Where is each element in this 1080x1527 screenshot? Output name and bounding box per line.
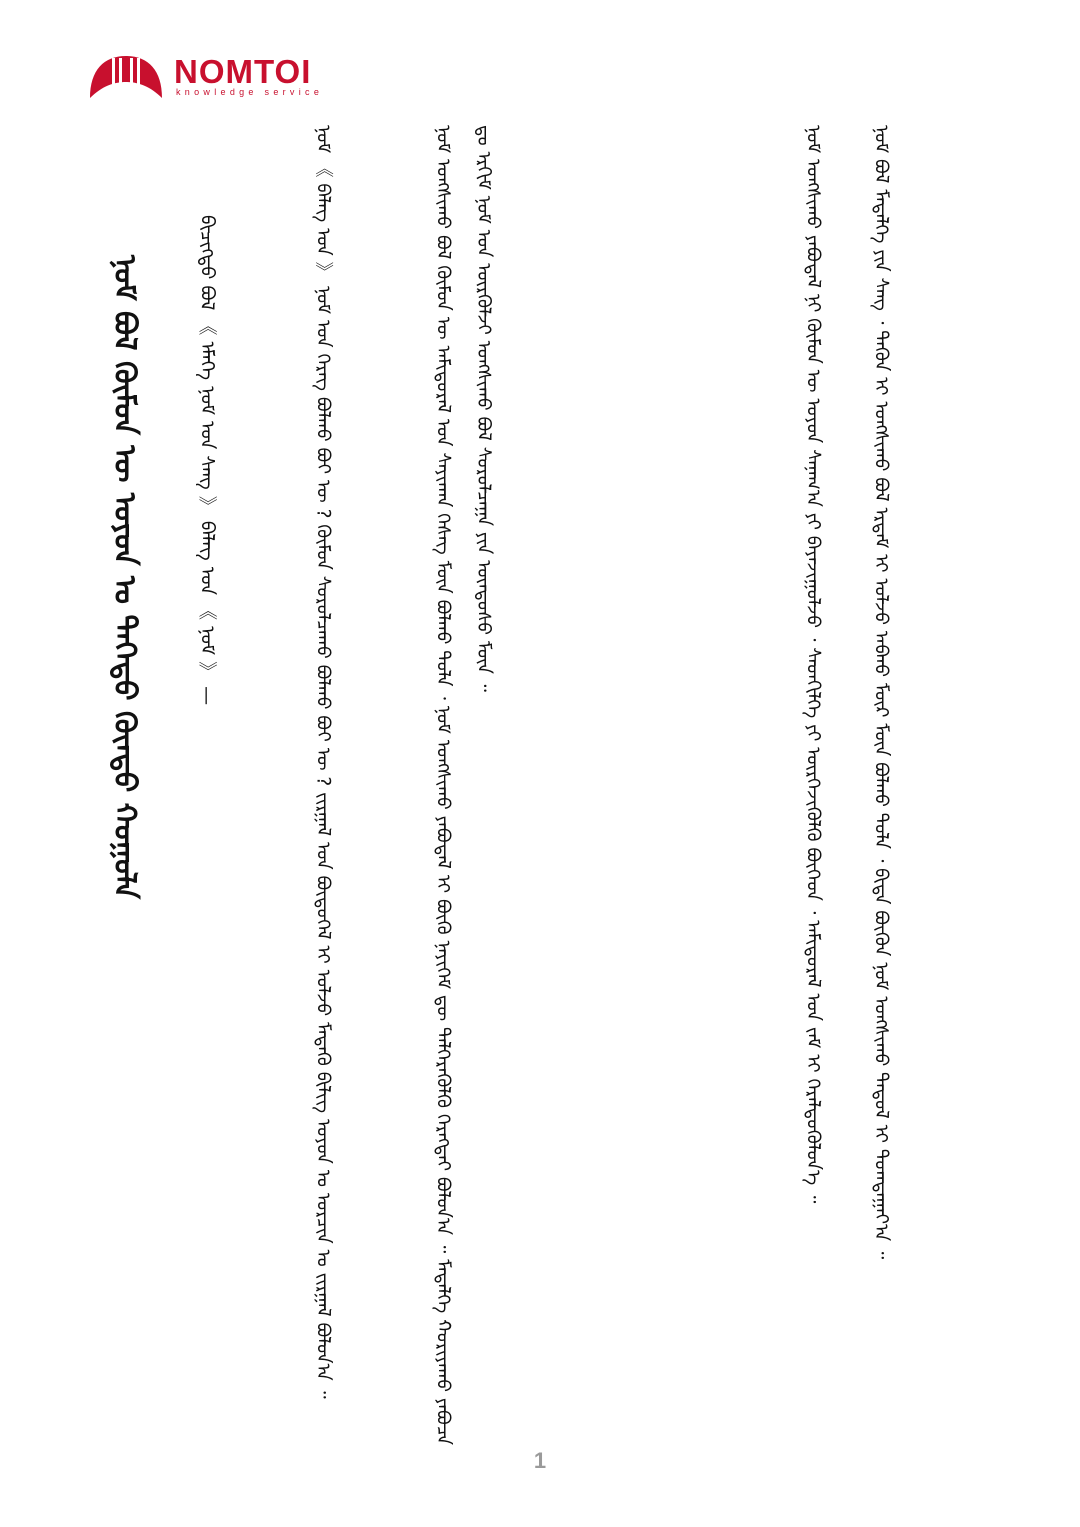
brand-logo: [88, 52, 368, 104]
nomtoi-logo-icon: [88, 52, 164, 102]
paragraph-1: ᠨᠣᠮ 《 ᠪᠡᠯᠡᠭ ᠤᠨ 》 ᠨᠣᠮ ᠤᠨ ᠬᠡᠷᠡᠭ ᠪᠣᠯᠬᠤ ᠪᠣᠢ ᠦ ? ᠬᠦᠮᠦᠨ ᠰᠤᠷᠤᠯᠴᠠᠬᠤ ᠪᠣᠯᠬᠤ ᠪᠣᠢ ᠦ ? ᠵᠢᠷᠭᠠᠯ ᠤᠨ ᠪᠦᠲᠦᠭᠡᠯ ᠢ ᠣᠯᠵᠤ ᠮᠡᠳᠡᠬᠦ ᠪᠢᠯᠢᠭ ᠣᠶᠤᠨ ᠤ ᠣᠷᠴᠢᠨ ᠤ ᠵᠢᠷᠭᠠᠯ ᠪᠣᠯᠤᠨ᠎ᠠ ᠃: [312, 125, 334, 1399]
document-page: [92, 125, 972, 1445]
brand-tagline: knowledge service: [176, 87, 324, 97]
page-number: 1: [533, 1448, 547, 1473]
document-title: ᠨᠣᠮ ᠪᠣᠯ ᠬᠦᠮᠦᠨ ᠦ ᠤᠶᠤᠨ ᠤ ᠳᠡᠭᠡᠳᠦ ᠬᠦᠨᠳᠦ ᠬᠣᠭᠣᠯᠠ: [107, 255, 142, 900]
brand-name: NOMTOI: [174, 53, 312, 90]
paragraph-2: ᠨᠣᠮ ᠤᠩᠰᠢᠬᠤ ᠪᠣᠯ ᠬᠦᠮᠦᠨ ᠦ ᠠᠮᠢᠳᠤᠷᠠᠯ ᠤᠨ ᠰᠠᠶᠢᠬᠠᠨ ᠬᠡᠰᠡᠭ ᠮᠥᠨ ᠪᠣᠯᠬᠤ ᠲᠤᠯᠠ ᠂ ᠨᠣᠮ ᠤᠩᠰᠢᠬᠤ ᠶᠠᠪᠤᠳᠠᠯ ᠢ ᠪᠦᠬᠦ ᠨᠡᠶᠢᠭᠡᠮ ᠳᠦ ᠳᠡᠯᠭᠡᠷᠡᠭᠦᠯᠬᠦ ᠬᠡᠷᠡᠭᠲᠡᠢ ᠪᠣᠯᠤᠨ᠎ᠠ ᠃ ᠮᠡᠳᠡᠯᠭᠡ ᠬᠤᠷᠢᠶᠠᠬᠤ ᠶᠠᠪᠤᠴᠠ ᠳᠤ ᠡᠷᠬᠢᠮ ᠨᠣᠮ ᠤᠨ ᠦᠷᠭᠦᠯᠵᠢ ᠤᠩᠰᠢᠬᠤ ᠪᠣᠯ ᠰᠤᠷᠤᠯᠴᠠᠭᠠ ᠶᠢᠨ ᠦᠨᠳᠦᠰᠦ ᠮᠥᠨ ᠃: [432, 125, 494, 1445]
paragraph-3: ᠨᠣᠮ ᠤᠩᠰᠢᠬᠤ ᠶᠠᠪᠤᠳᠠᠯ ᠨᠢ ᠬᠦᠮᠦᠨ ᠦ ᠤᠶᠤᠨ ᠰᠠᠨᠠᠭ᠎ᠠ ᠶᠢ ᠪᠠᠶᠠᠵᠢᠭᠤᠯᠵᠤ ᠂ ᠰᠡᠳᠬᠢᠯᠭᠡ ᠶᠢ ᠥᠷᠭᠡᠵᠢᠭᠦᠯᠬᠦ ᠪᠦᠭᠡᠳ ᠂ ᠠᠮᠢᠳᠤᠷᠠᠯ ᠤᠨ ᠵᠠᠮ ᠢ ᠭᠡᠷᠡᠯᠲᠦᠭᠦᠯᠦᠨ᠎ᠡ ᠃: [802, 125, 824, 1204]
paragraph-4: ᠨᠣᠮ ᠪᠣᠯ ᠮᠡᠳᠡᠯᠭᠡ ᠶᠢᠨ ᠰᠠᠩ ᠂ ᠲᠡᠭᠦᠨ ᠢ ᠤᠩᠰᠢᠬᠤ ᠪᠣᠯ ᠡᠷᠳᠡᠮ ᠢ ᠣᠯᠵᠤ ᠠᠪᠬᠤ ᠮᠥᠷ ᠮᠥᠨ ᠪᠣᠯᠬᠤ ᠲᠤᠯᠠ ᠂ ᠪᠢᠳᠡ ᠪᠦᠬᠦᠨ ᠨᠣᠮ ᠤᠩᠰᠢᠬᠤ ᠳᠠᠳᠤᠯ ᠢ ᠲᠣᠭᠲᠠᠭᠠᠶ᠎ᠠ ᠃: [870, 125, 892, 1260]
document-subtitle: ᠪᠢᠴᠢᠭᠲᠦ ᠪᠣᠯ 《 ᠡᠮᠡᠭᠡ ᠨᠣᠮ ᠤᠨ ᠰᠠᠩ 》 ᠪᠡᠯᠡᠭ ᠤᠨ 《 ᠨᠣᠮ 》 —: [196, 215, 218, 706]
